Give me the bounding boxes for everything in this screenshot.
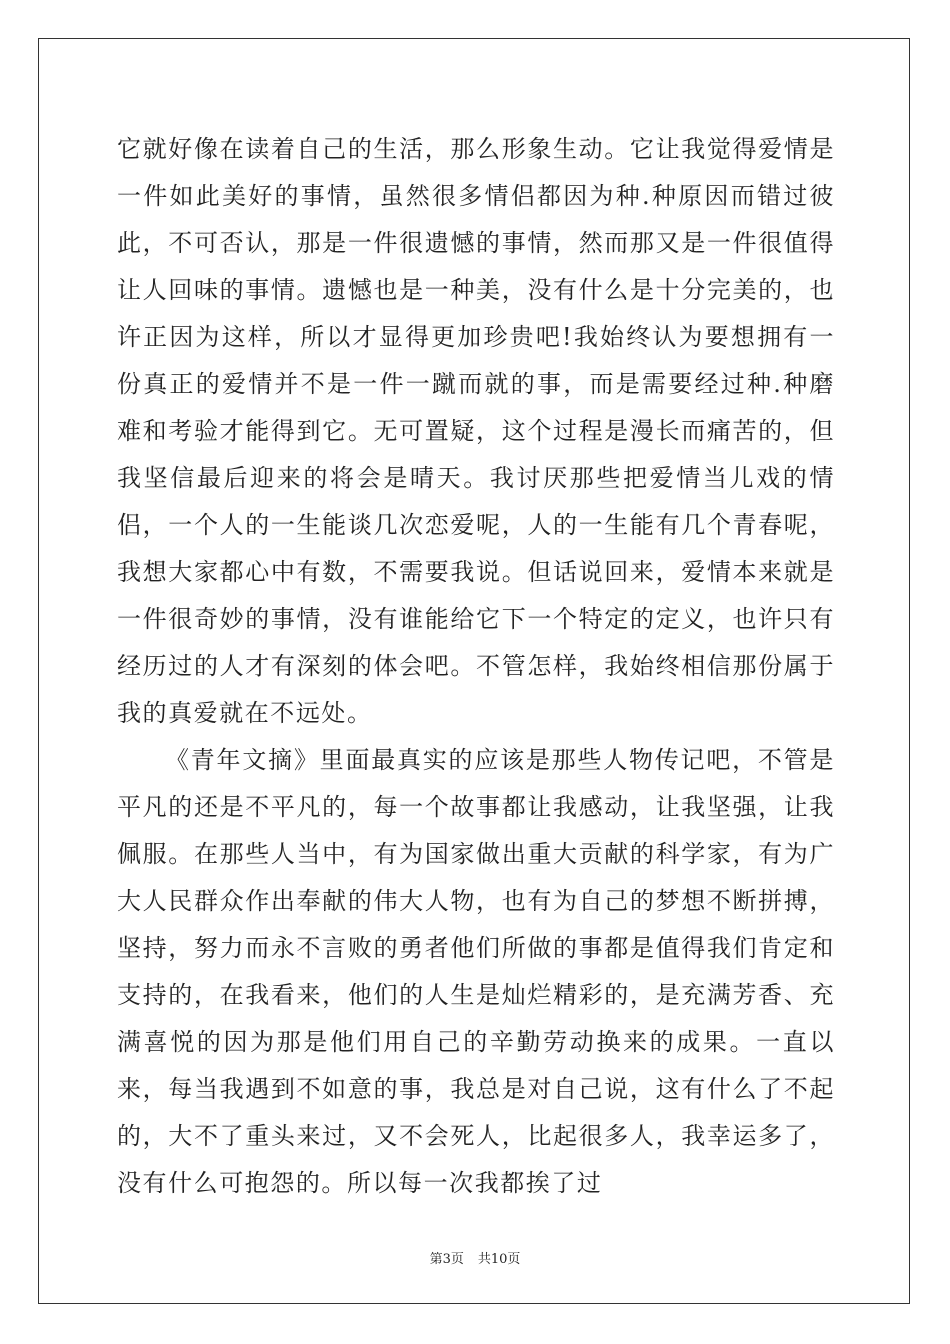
page-number: 第3页 (429, 1252, 464, 1267)
paragraph-1: 它就好像在读着自己的生活，那么形象生动。它让我觉得爱情是一件如此美好的事情，虽然很多情侣都因为种.种原因而错过彼此，不可否认，那是一件很遗憾的事情，然而那又是一件很值得让人回味的事情。遗憾也是一种美，没有什么是十分完美的，也许正因为这样，所以才显得更加珍贵吧!我始终认为要想拥有一份真正的爱情并不是一件一蹴而就的事，而是需要经过种.种磨难和考验才能得到它。无可置疑，这个过程是漫长而痛苦的，但我坚信最后迎来的将会是晴天。我讨厌那些把爱情当儿戏的情侣，一个人的一生能谈几次恋爱呢，人的一生能有几个青春呢，我想大家都心中有数，不需要我说。但话说回来，爱情本来就是一件很奇妙的事情，没有谁能给它下一个特定的定义，也许只有经历过的人才有深刻的体会吧。不管怎样，我始终相信那份属于我的真爱就在不远处。 (117, 135, 835, 727)
document-body (117, 126, 835, 1207)
page-total: 共10页 (477, 1252, 521, 1267)
paragraph-2: 《青年文摘》里面最真实的应该是那些人物传记吧，不管是平凡的还是不平凡的，每一个故事都让我感动，让我坚强，让我佩服。在那些人当中，有为国家做出重大贡献的科学家，有为广大人民群众作出奉献的伟大人物，也有为自己的梦想不断拼搏，坚持，努力而永不言败的勇者他们所做的事都是值得我们肯定和支持的，在我看来，他们的人生是灿烂精彩的，是充满芳香、充满喜悦的因为那是他们用自己的辛勤劳动换来的成果。一直以来，每当我遇到不如意的事，我总是对自己说，这有什么了不起的，大不了重头来过，又不会死人，比起很多人，我幸运多了，没有什么可抱怨的。所以每一次我都挨了过 (117, 746, 835, 1197)
page-footer (0, 1248, 950, 1267)
